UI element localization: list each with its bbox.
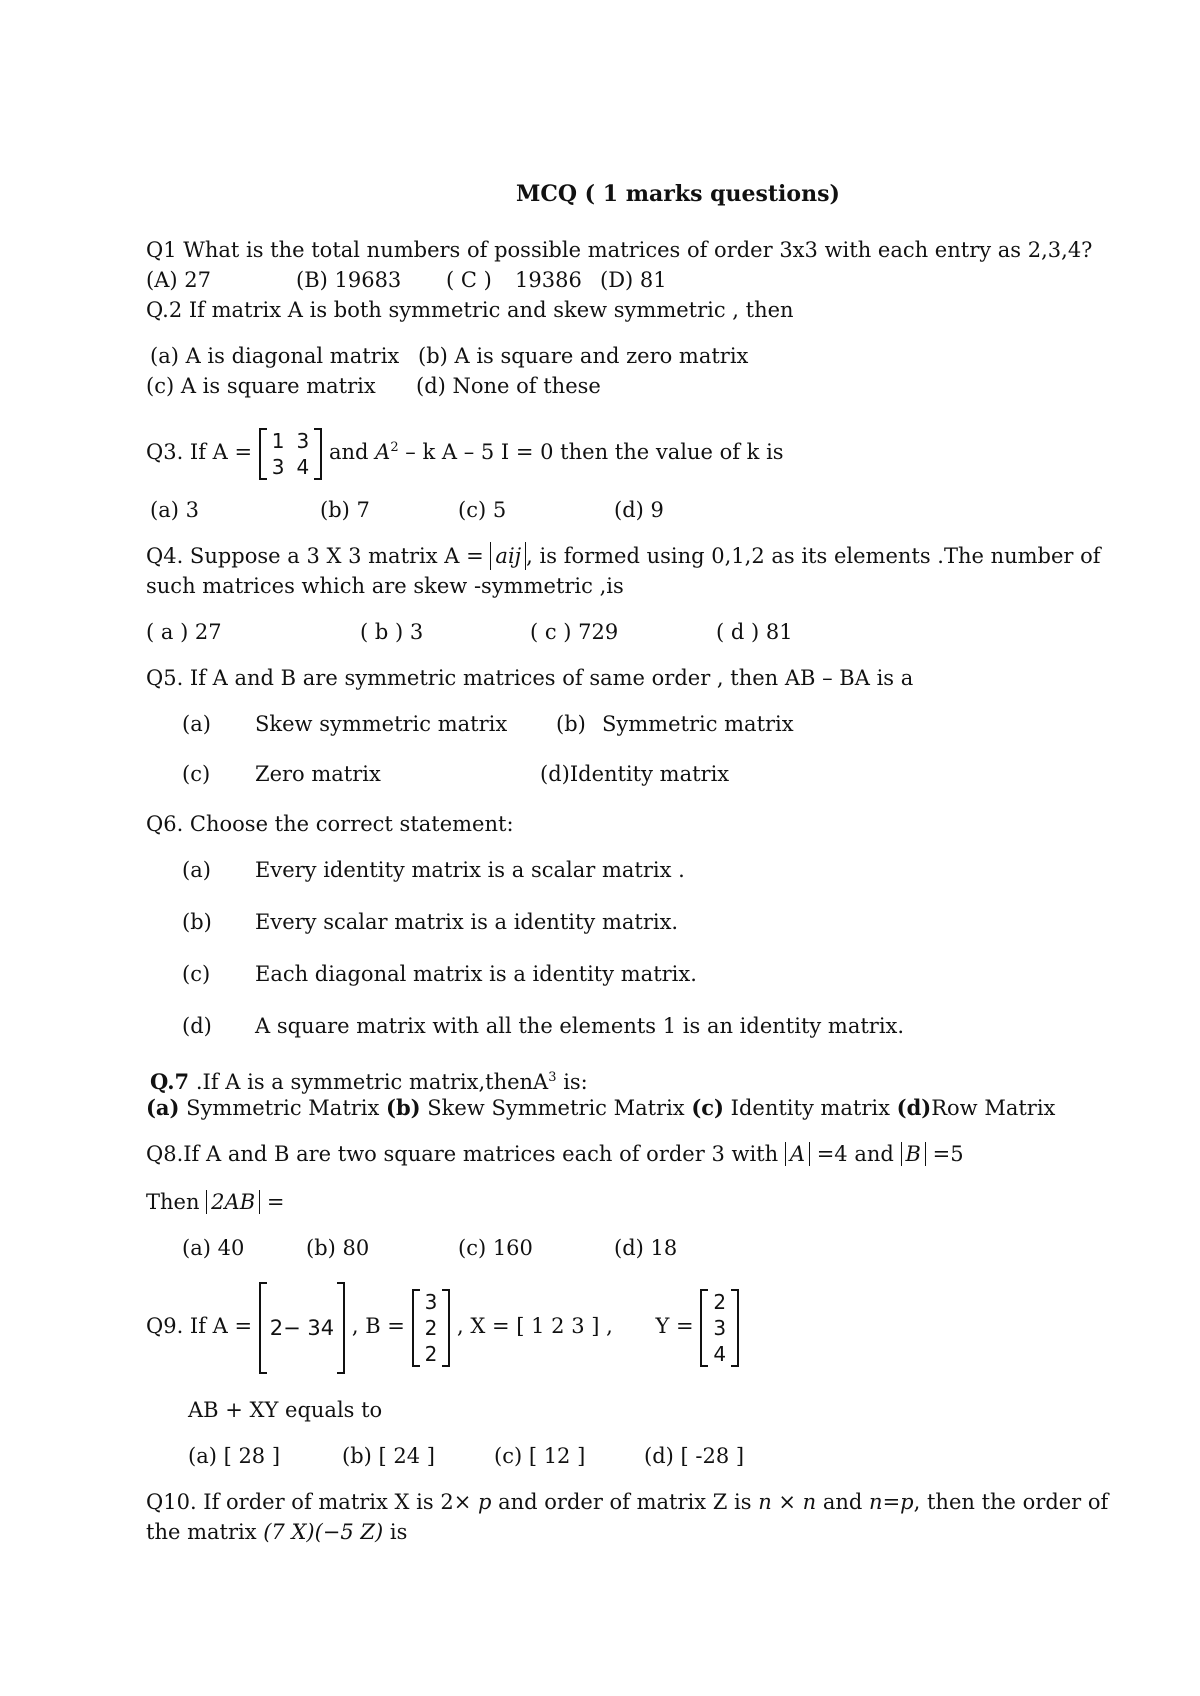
q5-option-c: Zero matrix bbox=[255, 762, 381, 786]
q6-option-d-label: (d) bbox=[182, 1014, 212, 1038]
q3-and: and bbox=[328, 440, 369, 464]
q9-matrix-b-cell: 2 bbox=[424, 1341, 438, 1366]
q6-option-d: A square matrix with all the elements 1 is an identity matrix. bbox=[255, 1014, 905, 1038]
q2-option-c: (c) A is square matrix bbox=[146, 374, 376, 398]
q9-matrix-y bbox=[700, 1289, 739, 1367]
q4-line1 bbox=[146, 542, 1101, 570]
q3-matrix-cell: 1 bbox=[271, 428, 285, 453]
q9-matrix-a-row: 2− 34 bbox=[269, 1315, 335, 1340]
q10-line1 bbox=[146, 1488, 1108, 1516]
q7-exponent: 3 bbox=[548, 1070, 557, 1085]
q10-t4: , then the order of bbox=[913, 1490, 1109, 1514]
q8-det-a: A bbox=[785, 1142, 810, 1166]
q8-option-a: (a) 40 bbox=[182, 1236, 245, 1260]
q6-option-a-label: (a) bbox=[182, 858, 211, 882]
q9-matrix-b-cell: 2 bbox=[424, 1315, 438, 1340]
q9-matrix-b bbox=[412, 1289, 451, 1367]
q10-t3: and bbox=[816, 1490, 870, 1514]
q9-option-c: (c) [ 12 ] bbox=[494, 1444, 586, 1468]
q10-line2 bbox=[146, 1518, 407, 1546]
q9-option-b: (b) [ 24 ] bbox=[342, 1444, 435, 1468]
q8-option-d: (d) 18 bbox=[614, 1236, 678, 1260]
q7-option-d-label: (d) bbox=[896, 1095, 932, 1120]
q3-line bbox=[146, 418, 784, 482]
q10-t1: Q10. If order of matrix X is 2 bbox=[146, 1490, 454, 1514]
q2-option-b: (b) A is square and zero matrix bbox=[418, 344, 749, 368]
q2-option-d: (d) None of these bbox=[416, 374, 601, 398]
q6-option-c: Each diagonal matrix is a identity matrix. bbox=[255, 962, 697, 986]
q8-eq: = bbox=[266, 1190, 285, 1214]
q9-matrix-y-cell: 4 bbox=[713, 1341, 727, 1366]
q6-option-b-label: (b) bbox=[182, 910, 212, 934]
q3-exponent: 2 bbox=[390, 440, 399, 455]
q7-line bbox=[150, 1064, 588, 1096]
q8-text: Q8.If A and B are two square matrices each of order 3 with bbox=[146, 1142, 779, 1166]
q9-matrix-b-cell: 3 bbox=[424, 1289, 438, 1314]
q3-option-b: (b) 7 bbox=[320, 498, 370, 522]
q7-text: .If A is a symmetric matrix,thenA bbox=[189, 1070, 549, 1094]
q8-line2 bbox=[146, 1188, 284, 1216]
q6-option-b: Every scalar matrix is a identity matrix. bbox=[255, 910, 679, 934]
q9-matrix-y-cell: 3 bbox=[713, 1315, 727, 1340]
q7-option-a: Symmetric Matrix bbox=[179, 1096, 387, 1120]
q3-matrix-a: A bbox=[375, 440, 391, 464]
q1-option-a: (A) 27 bbox=[146, 268, 211, 292]
q5-option-a: Skew symmetric matrix bbox=[255, 712, 508, 736]
q9-matrix-x: , X = [ 1 2 3 ] , bbox=[457, 1314, 613, 1338]
q1-option-d: (D) 81 bbox=[600, 268, 667, 292]
q10-l2b: is bbox=[383, 1520, 408, 1544]
q7-option-c: Identity matrix bbox=[724, 1096, 897, 1120]
q3-matrix-cell: 4 bbox=[296, 454, 310, 479]
q8-option-b: (b) 80 bbox=[306, 1236, 370, 1260]
q1-option-c: ( C ) bbox=[446, 268, 492, 292]
q5-option-b-label: (b) bbox=[556, 712, 586, 736]
q6-text: Q6. Choose the correct statement: bbox=[146, 812, 514, 836]
q9-matrix-y-cell: 2 bbox=[713, 1289, 727, 1314]
q9-line bbox=[146, 1280, 739, 1374]
q10-math4: (7 X)(−5 Z) bbox=[263, 1520, 384, 1544]
q5-option-a-label: (a) bbox=[182, 712, 211, 736]
q8-option-c: (c) 160 bbox=[458, 1236, 533, 1260]
q5-option-c-label: (c) bbox=[182, 762, 211, 786]
q3-prefix: Q3. If A = bbox=[146, 440, 253, 464]
q3-option-d: (d) 9 bbox=[614, 498, 664, 522]
q4-option-c: ( c ) 729 bbox=[530, 620, 619, 644]
q1-option-b: (B) 19683 bbox=[296, 268, 402, 292]
q8-line1 bbox=[146, 1140, 964, 1168]
q4-prefix: Q4. Suppose a 3 X 3 matrix A = bbox=[146, 544, 484, 568]
q2-option-a: (a) A is diagonal matrix bbox=[150, 344, 400, 368]
q4-option-d: ( d ) 81 bbox=[716, 620, 793, 644]
q4-rest: , is formed using 0,1,2 as its elements .The number of bbox=[526, 544, 1101, 568]
q7-option-b: Skew Symmetric Matrix bbox=[420, 1096, 692, 1120]
q6-option-a: Every identity matrix is a scalar matrix . bbox=[255, 858, 685, 882]
q3-equation: – k A – 5 I = 0 then the value of k is bbox=[405, 440, 784, 464]
q4-line2: such matrices which are skew -symmetric ,is bbox=[146, 574, 624, 598]
q7-number: Q.7 bbox=[150, 1069, 190, 1094]
q5-text: Q5. If A and B are symmetric matrices of same order , then AB – BA is a bbox=[146, 666, 914, 690]
q8-eq-b: =5 bbox=[932, 1142, 964, 1166]
q3-matrix-cell: 3 bbox=[296, 428, 310, 453]
q4-option-b: ( b ) 3 bbox=[360, 620, 424, 644]
q9-option-d: (d) [ -28 ] bbox=[644, 1444, 745, 1468]
q2-text: Q.2 If matrix A is both symmetric and skew symmetric , then bbox=[146, 298, 794, 322]
q9-matrix-a bbox=[259, 1282, 345, 1374]
q7-options bbox=[146, 1094, 1055, 1122]
q1-text: Q1 What is the total numbers of possible matrices of order 3x3 with each entry as 2,3,4? bbox=[146, 238, 1093, 262]
q5-option-d: (d)Identity matrix bbox=[540, 762, 730, 786]
q9-option-a: (a) [ 28 ] bbox=[188, 1444, 281, 1468]
q10-math1: × p bbox=[453, 1490, 492, 1514]
q5-option-b: Symmetric matrix bbox=[602, 712, 794, 736]
q3-matrix bbox=[259, 428, 322, 480]
q8-det-2ab: 2AB bbox=[206, 1190, 260, 1214]
q9-y-label: Y = bbox=[655, 1314, 694, 1338]
q7-end: is: bbox=[556, 1070, 588, 1094]
q9-prefix: Q9. If A = bbox=[146, 1314, 253, 1338]
q8-then: Then bbox=[146, 1190, 200, 1214]
q3-matrix-cell: 3 bbox=[271, 454, 285, 479]
q9-expression: AB + XY equals to bbox=[188, 1398, 383, 1422]
q8-det-b: B bbox=[901, 1142, 926, 1166]
q10-math2: n × n bbox=[758, 1490, 817, 1514]
q7-option-d: Row Matrix bbox=[931, 1096, 1056, 1120]
q10-t2: and order of matrix Z is bbox=[491, 1490, 759, 1514]
q3-option-c: (c) 5 bbox=[458, 498, 507, 522]
q6-option-c-label: (c) bbox=[182, 962, 211, 986]
q3-option-a: (a) 3 bbox=[150, 498, 199, 522]
q4-option-a: ( a ) 27 bbox=[146, 620, 222, 644]
q7-option-a-label: (a) bbox=[146, 1095, 180, 1120]
page-title: MCQ ( 1 marks questions) bbox=[516, 181, 840, 207]
q7-option-b-label: (b) bbox=[386, 1095, 421, 1120]
q4-aij: aij bbox=[490, 542, 526, 570]
q10-l2a: the matrix bbox=[146, 1520, 264, 1544]
q1-option-c-value: 19386 bbox=[515, 268, 582, 292]
q10-math3: n=p bbox=[869, 1490, 914, 1514]
q7-option-c-label: (c) bbox=[691, 1095, 724, 1120]
q9-b-label: , B = bbox=[351, 1314, 405, 1338]
q8-eq-a: =4 and bbox=[816, 1142, 894, 1166]
